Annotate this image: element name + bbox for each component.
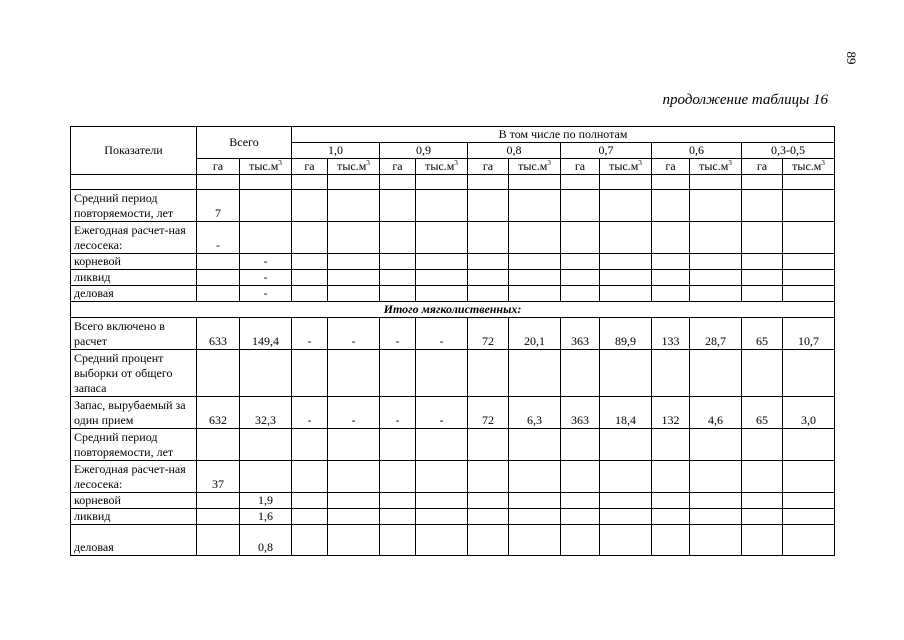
row-label: деловая	[71, 525, 197, 556]
density-header: 0,6	[652, 143, 742, 159]
table-cell	[468, 493, 509, 509]
table-cell	[416, 493, 468, 509]
table-cell	[652, 429, 690, 461]
table-cell: 18,4	[600, 397, 652, 429]
unit-volume-sup: 3	[728, 159, 732, 167]
table-cell	[509, 270, 561, 286]
table-cell: 0,8	[240, 525, 292, 556]
table-cell	[690, 254, 742, 270]
table-cell	[652, 254, 690, 270]
table-cell	[600, 461, 652, 493]
table-cell	[652, 461, 690, 493]
unit-volume-sup: 3	[366, 159, 370, 167]
table-cell	[742, 429, 783, 461]
table-cell	[509, 254, 561, 270]
unit-ha: га	[652, 159, 690, 175]
table-cell	[690, 509, 742, 525]
table-cell: 133	[652, 318, 690, 350]
table-cell	[690, 429, 742, 461]
table-cell	[292, 350, 328, 397]
table-cell	[652, 286, 690, 302]
table-cell	[561, 461, 600, 493]
table-cell	[197, 175, 240, 190]
table-cell	[292, 190, 328, 222]
density-header: 0,8	[468, 143, 561, 159]
row-label: Ежегодная расчет-ная лесосека:	[71, 461, 197, 493]
table-cell: 6,3	[509, 397, 561, 429]
table-cell: 132	[652, 397, 690, 429]
table-cell	[292, 286, 328, 302]
table-cell	[292, 270, 328, 286]
table-cell	[600, 175, 652, 190]
table-row	[71, 222, 835, 254]
table-cell	[416, 190, 468, 222]
table-cell	[742, 222, 783, 254]
table-cell	[690, 286, 742, 302]
table-cell	[652, 270, 690, 286]
table-cell: 65	[742, 318, 783, 350]
table-cell	[742, 509, 783, 525]
table-cell	[783, 190, 835, 222]
table-cell	[328, 350, 380, 397]
table-cell	[742, 190, 783, 222]
unit-ha: га	[380, 159, 416, 175]
table-cell	[240, 461, 292, 493]
unit-volume	[690, 159, 742, 175]
table-cell	[328, 525, 380, 556]
table-cell	[328, 286, 380, 302]
table-row	[71, 429, 835, 461]
unit-volume-text: тыс.м	[609, 159, 639, 173]
header-total: Всего	[197, 127, 292, 159]
table-cell	[600, 270, 652, 286]
table-row	[71, 461, 835, 493]
table-cell	[468, 175, 509, 190]
unit-ha: га	[197, 159, 240, 175]
table-cell	[561, 509, 600, 525]
table-cell	[468, 190, 509, 222]
row-label: Ежегодная расчет-ная лесосека:	[71, 222, 197, 254]
table-cell: 72	[468, 318, 509, 350]
page-number: 89	[844, 51, 859, 65]
table-cell: 4,6	[690, 397, 742, 429]
table-cell	[742, 286, 783, 302]
table-cell	[742, 270, 783, 286]
table-cell	[509, 461, 561, 493]
unit-volume-text: тыс.м	[518, 159, 548, 173]
table-cell: 28,7	[690, 318, 742, 350]
table-cell	[600, 254, 652, 270]
table-cell	[652, 222, 690, 254]
table-cell	[783, 509, 835, 525]
table-cell: 65	[742, 397, 783, 429]
table-cell	[652, 525, 690, 556]
table-cell	[380, 509, 416, 525]
table-cell	[690, 270, 742, 286]
table-cell: 363	[561, 397, 600, 429]
table-row	[71, 350, 835, 397]
table-cell	[468, 286, 509, 302]
unit-volume-text: тыс.м	[337, 159, 367, 173]
table-row	[71, 286, 835, 302]
table-cell	[468, 525, 509, 556]
row-label: ликвид	[71, 509, 197, 525]
table-cell	[600, 429, 652, 461]
table-cell	[197, 493, 240, 509]
table-cell: 32,3	[240, 397, 292, 429]
table-cell: -	[328, 397, 380, 429]
table-cell	[600, 286, 652, 302]
table-cell	[742, 525, 783, 556]
table-cell	[416, 254, 468, 270]
unit-ha: га	[292, 159, 328, 175]
table-cell	[416, 222, 468, 254]
unit-volume	[509, 159, 561, 175]
table-row	[71, 493, 835, 509]
unit-ha: га	[468, 159, 509, 175]
table-cell	[783, 254, 835, 270]
table-cell	[292, 175, 328, 190]
table-cell	[416, 350, 468, 397]
table-cell	[380, 461, 416, 493]
unit-volume-sup: 3	[638, 159, 642, 167]
table-cell: 89,9	[600, 318, 652, 350]
table-row	[71, 509, 835, 525]
unit-volume	[240, 159, 292, 175]
table-cell	[690, 350, 742, 397]
table-cell	[380, 190, 416, 222]
row-label: ликвид	[71, 270, 197, 286]
table-cell: -	[197, 222, 240, 254]
table-cell: 7	[197, 190, 240, 222]
header-indicators: Показатели	[71, 127, 197, 175]
table-cell	[468, 270, 509, 286]
table-cell	[197, 429, 240, 461]
section-row	[71, 302, 835, 318]
table-cell	[380, 175, 416, 190]
table-cell	[561, 190, 600, 222]
table-cell	[561, 270, 600, 286]
table-cell	[416, 509, 468, 525]
header-row-1	[71, 127, 835, 143]
table-cell	[197, 254, 240, 270]
table-cell	[328, 222, 380, 254]
unit-volume	[328, 159, 380, 175]
table-cell: 363	[561, 318, 600, 350]
section-title: Итого мягколиственных:	[71, 302, 835, 318]
table-cell	[509, 509, 561, 525]
unit-volume	[600, 159, 652, 175]
table-cell	[197, 270, 240, 286]
table-cell	[600, 222, 652, 254]
table-cell	[742, 175, 783, 190]
table-caption: продолжение таблицы 16	[662, 92, 828, 108]
table-cell	[561, 350, 600, 397]
table-cell	[380, 493, 416, 509]
table-row	[71, 525, 835, 556]
table-cell	[328, 509, 380, 525]
table-cell	[197, 350, 240, 397]
table-cell	[197, 525, 240, 556]
density-header: 0,7	[561, 143, 652, 159]
table-cell	[380, 222, 416, 254]
table-cell	[240, 175, 292, 190]
table-cell	[509, 190, 561, 222]
table-cell	[416, 525, 468, 556]
table-cell	[509, 286, 561, 302]
table-cell	[380, 429, 416, 461]
table-cell	[416, 461, 468, 493]
table-cell: -	[240, 270, 292, 286]
unit-volume-text: тыс.м	[425, 159, 455, 173]
density-header: 1,0	[292, 143, 380, 159]
unit-volume	[783, 159, 835, 175]
table-row	[71, 175, 835, 190]
table-cell: 633	[197, 318, 240, 350]
table-cell	[468, 350, 509, 397]
density-header: 0,9	[380, 143, 468, 159]
table-cell	[561, 493, 600, 509]
table-cell: 632	[197, 397, 240, 429]
table-cell	[742, 254, 783, 270]
row-label	[71, 175, 197, 190]
table-cell	[561, 286, 600, 302]
row-label: Средний период повторяемости, лет	[71, 190, 197, 222]
table-cell	[652, 190, 690, 222]
table-cell	[600, 190, 652, 222]
unit-volume-sup: 3	[821, 159, 825, 167]
table-cell	[328, 190, 380, 222]
table-cell	[292, 222, 328, 254]
table-cell	[468, 429, 509, 461]
unit-volume-text: тыс.м	[699, 159, 729, 173]
table-cell	[380, 270, 416, 286]
row-label: Всего включено в расчет	[71, 318, 197, 350]
table-cell: 10,7	[783, 318, 835, 350]
row-label: деловая	[71, 286, 197, 302]
table-cell: -	[380, 318, 416, 350]
table-cell	[783, 175, 835, 190]
table-cell	[240, 350, 292, 397]
unit-volume-text: тыс.м	[249, 159, 279, 173]
table-cell	[197, 509, 240, 525]
table-cell	[416, 286, 468, 302]
table-cell	[328, 493, 380, 509]
table-cell	[783, 461, 835, 493]
table-cell	[380, 525, 416, 556]
table-cell: -	[416, 318, 468, 350]
table-cell	[292, 461, 328, 493]
table-cell	[240, 222, 292, 254]
table-cell	[600, 525, 652, 556]
table-cell	[690, 525, 742, 556]
table-cell	[328, 270, 380, 286]
table-cell	[509, 175, 561, 190]
table-cell	[600, 509, 652, 525]
table-row	[71, 190, 835, 222]
table-cell	[600, 350, 652, 397]
table-cell	[416, 429, 468, 461]
table-cell	[468, 509, 509, 525]
table-cell	[561, 525, 600, 556]
table-cell	[783, 270, 835, 286]
unit-volume	[416, 159, 468, 175]
table-cell: 149,4	[240, 318, 292, 350]
table-cell	[509, 493, 561, 509]
unit-volume-sup: 3	[278, 159, 282, 167]
table-cell	[416, 175, 468, 190]
table-cell	[561, 175, 600, 190]
table-cell: -	[416, 397, 468, 429]
density-header: 0,3-0,5	[742, 143, 835, 159]
table-cell	[380, 286, 416, 302]
table-cell	[416, 270, 468, 286]
table-cell	[561, 254, 600, 270]
table-cell: -	[328, 318, 380, 350]
table-cell	[292, 254, 328, 270]
table-cell	[328, 429, 380, 461]
unit-ha: га	[742, 159, 783, 175]
table-cell	[742, 493, 783, 509]
table-cell	[292, 525, 328, 556]
row-label: Средний процент выборки от общего запаса	[71, 350, 197, 397]
table-cell: -	[240, 254, 292, 270]
table-cell: -	[292, 318, 328, 350]
table-cell: 3,0	[783, 397, 835, 429]
table-row	[71, 397, 835, 429]
row-label: корневой	[71, 493, 197, 509]
table-cell	[652, 493, 690, 509]
table-cell: 1,6	[240, 509, 292, 525]
table-cell	[783, 350, 835, 397]
table-cell	[652, 175, 690, 190]
table-cell	[328, 175, 380, 190]
table-cell	[742, 350, 783, 397]
table-cell	[240, 190, 292, 222]
table-cell: 1,9	[240, 493, 292, 509]
table-cell	[742, 461, 783, 493]
table-cell	[240, 429, 292, 461]
table-cell	[292, 493, 328, 509]
header-by-density: В том числе по полнотам	[292, 127, 835, 143]
row-label: Средний период повторяемости, лет	[71, 429, 197, 461]
table-cell: -	[380, 397, 416, 429]
table-cell	[509, 525, 561, 556]
table-cell	[509, 222, 561, 254]
table-cell	[690, 175, 742, 190]
table-cell	[561, 222, 600, 254]
table-cell: -	[240, 286, 292, 302]
table-row	[71, 318, 835, 350]
table-cell	[328, 461, 380, 493]
table-cell	[652, 509, 690, 525]
table-cell	[328, 254, 380, 270]
table-cell: -	[292, 397, 328, 429]
table-cell	[468, 222, 509, 254]
table-cell	[600, 493, 652, 509]
unit-volume-sup: 3	[547, 159, 551, 167]
row-label: Запас, вырубаемый за один прием	[71, 397, 197, 429]
table-cell	[292, 509, 328, 525]
table-cell	[690, 190, 742, 222]
table-cell: 72	[468, 397, 509, 429]
table-cell	[652, 350, 690, 397]
table-row	[71, 270, 835, 286]
table-cell	[561, 429, 600, 461]
table-cell	[690, 493, 742, 509]
table-cell	[690, 461, 742, 493]
table-cell	[197, 286, 240, 302]
row-label: корневой	[71, 254, 197, 270]
unit-volume-sup: 3	[454, 159, 458, 167]
table-cell	[509, 429, 561, 461]
table-cell	[783, 222, 835, 254]
table-cell	[380, 254, 416, 270]
table-cell: 37	[197, 461, 240, 493]
table-cell	[292, 429, 328, 461]
table-cell	[468, 254, 509, 270]
table-cell	[783, 429, 835, 461]
table-row	[71, 254, 835, 270]
table-cell	[783, 525, 835, 556]
table-cell: 20,1	[509, 318, 561, 350]
data-table	[70, 126, 835, 556]
unit-ha: га	[561, 159, 600, 175]
table-cell	[468, 461, 509, 493]
table-cell	[690, 222, 742, 254]
unit-volume-text: тыс.м	[792, 159, 822, 173]
table-cell	[509, 350, 561, 397]
table-cell	[380, 350, 416, 397]
table-cell	[783, 493, 835, 509]
table-cell	[783, 286, 835, 302]
